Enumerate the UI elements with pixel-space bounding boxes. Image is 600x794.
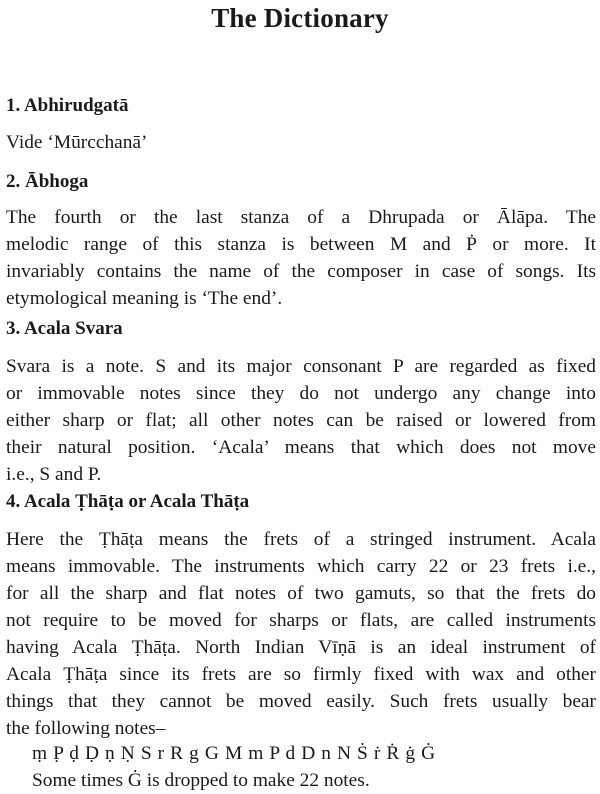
entry-body-acala-svara — [6, 353, 596, 488]
body-line: for all the sharp and flat notes of two gamuts, so that the frets do — [6, 583, 596, 604]
body-line: The fourth or the last stanza of a Dhrupada or Ālāpa. The — [6, 207, 596, 228]
body-line: having Acala Ṭhāṭa. North Indian Vīṇā is an ideal instrument of — [6, 637, 596, 658]
body-line: means immovable. The instruments which carry 22 or 23 frets i.e., — [6, 556, 596, 577]
body-line: Svara is a note. S and its major consonant P are regarded as fixed — [6, 356, 596, 377]
body-line: Here the Ṭhāṭa means the frets of a stringed instrument. Acala — [6, 529, 596, 550]
body-line: or immovable notes since they do not undergo any change into — [6, 383, 596, 404]
entry-heading-abhoga: 2. Ābhoga — [6, 171, 89, 192]
body-line: their natural position. ‘Acala’ means that which does not move — [6, 437, 596, 458]
body-line: either sharp or flat; all other notes can be raised or lowered from — [6, 410, 596, 431]
entry-heading-abhirudgata: 1. Abhirudgatā — [6, 95, 129, 116]
body-line: etymological meaning is ‘The end’. — [6, 288, 283, 309]
body-line: invariably contains the name of the composer in case of songs. Its — [6, 261, 596, 282]
entry-heading-acala-thata: 4. Acala Ṭhāṭa or Acala Thāṭa — [6, 491, 250, 512]
body-line: things that they cannot be moved easily. Such frets usually bear — [6, 691, 596, 712]
note-sequence — [32, 740, 436, 794]
entry-heading-acala-svara: 3. Acala Svara — [6, 318, 123, 339]
entry-body-abhirudgata — [6, 129, 596, 156]
note-sequence-remark: Some times Ġ is dropped to make 22 notes. — [32, 770, 370, 791]
body-line: i.e., S and P. — [6, 464, 102, 485]
body-line: not require to be moved for sharps or flats, are called instruments — [6, 610, 596, 631]
body-line: Vide ‘Mūrcchanā’ — [6, 132, 148, 153]
body-line: Acala Ṭhāṭa since its frets are so firmly fixed with wax and other — [6, 664, 596, 685]
entry-body-acala-thata — [6, 526, 596, 742]
entry-body-abhoga — [6, 204, 596, 312]
body-line: melodic range of this stanza is between M and Ṗ or more. It — [6, 234, 596, 255]
note-sequence-line: ṃ P̣ ḍ Ḍ ṇ Ṇ S r R g G M m P d D n N Ṡ ṙ Ṙ ġ Ġ — [32, 743, 436, 764]
body-line: the following notes– — [6, 718, 166, 739]
page-title: The Dictionary — [211, 3, 389, 33]
